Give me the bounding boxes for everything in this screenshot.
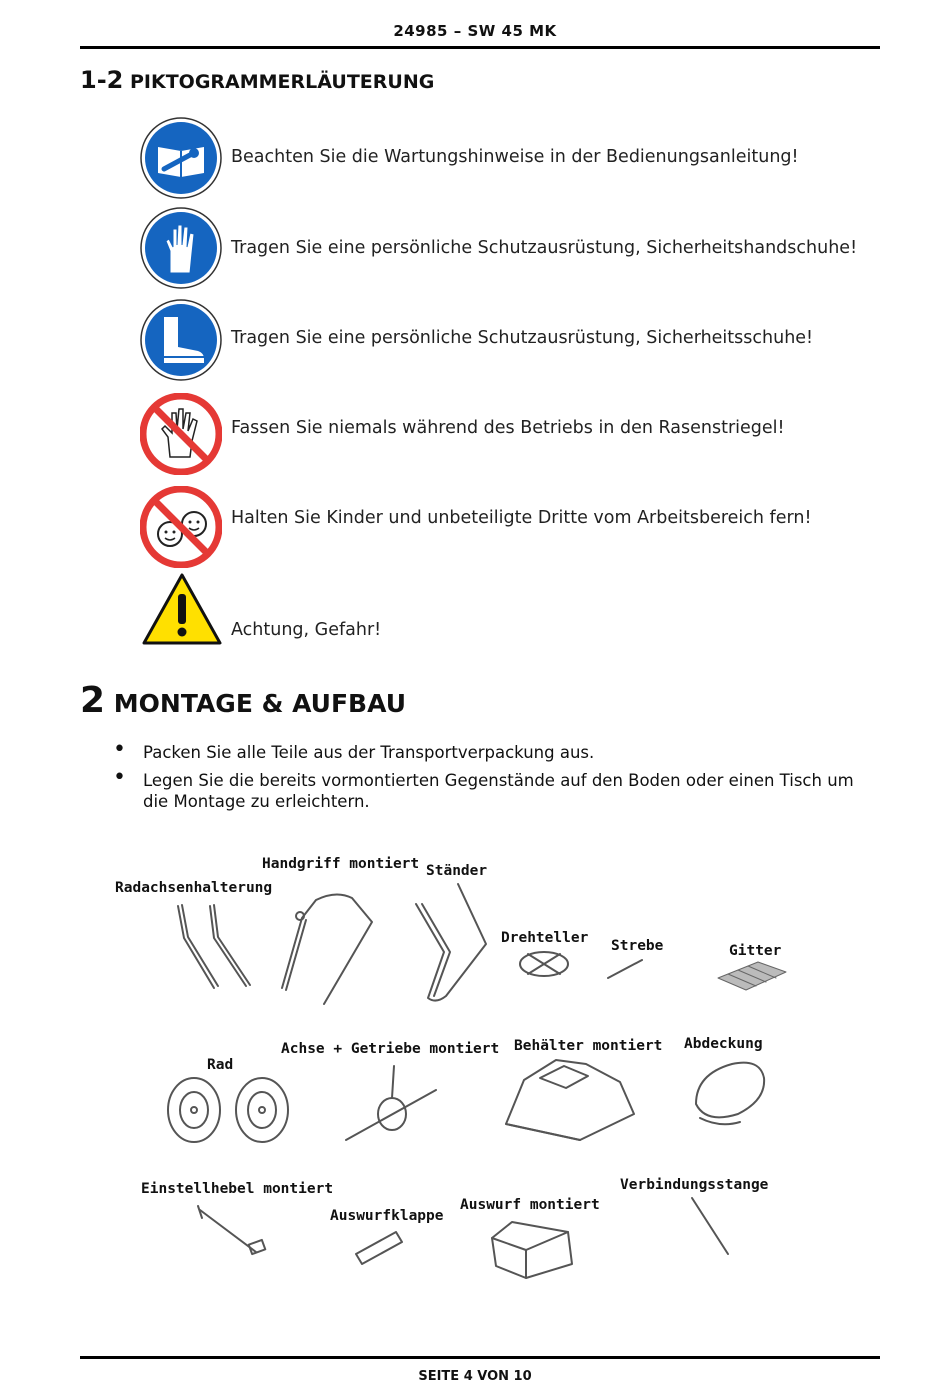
radachsenhalterung-drawing [178,905,250,988]
gitter-drawing [718,962,786,990]
part-label-auswurf: Auswurf montiert [460,1197,600,1213]
auswurfklappe-drawing [356,1232,402,1264]
section-1-title: PIKTOGRAMMERLÄUTERUNG [129,71,435,93]
parts-illustration [140,878,800,1298]
part-label-verbindungsstange: Verbindungsstange [620,1177,769,1193]
document-header-title: 24985 – SW 45 MK [393,22,557,40]
section-1-heading [80,66,434,94]
bullet-text-unpack: Packen Sie alle Teile aus der Transportverpackung aus. [143,743,595,762]
pictogram-text-no-hand: Fassen Sie niemals während des Betriebs in den Rasenstriegel! [231,418,785,438]
staender-drawing [416,884,486,1001]
bullet-text-lay-out: Legen Sie die bereits vormontierten Gegenstände auf den Boden oder einen Tisch um die Montage zu erleichtern. [143,771,854,811]
gloves-icon [140,207,222,289]
header-rule [80,46,880,49]
manual-wrench-icon [140,117,222,199]
section-2-heading [80,680,406,721]
drehteller-drawing [520,952,568,976]
abdeckung-drawing [696,1063,764,1125]
no-children-icon [140,486,222,568]
einstellhebel-drawing [198,1206,265,1254]
behaelter-drawing [506,1060,634,1140]
part-label-abdeckung: Abdeckung [684,1036,763,1052]
pictogram-text-warning: Achtung, Gefahr! [231,620,382,640]
footer-page-number: SEITE 4 VON 10 [418,1369,532,1384]
section-1-number: 1-2 [80,66,124,94]
part-label-auswurfklappe: Auswurfklappe [330,1208,444,1224]
boots-icon [140,299,222,381]
verbindungsstange-drawing [692,1198,728,1254]
rad-drawing [168,1078,288,1142]
section-2-number: 2 [80,680,106,721]
part-label-einstellhebel: Einstellhebel montiert [141,1181,334,1197]
section-2-title: MONTAGE & AUFBAU [113,689,406,718]
part-label-achse: Achse + Getriebe montiert [281,1041,500,1057]
bullet-marker: • [113,765,126,790]
footer-rule [80,1356,880,1359]
part-label-strebe: Strebe [611,938,664,954]
part-label-handgriff: Handgriff montiert [262,856,420,872]
auswurf-drawing [492,1222,572,1278]
part-label-drehteller: Drehteller [501,930,589,946]
pictogram-text-no-children: Halten Sie Kinder und unbeteiligte Dritte vom Arbeitsbereich fern! [231,508,812,528]
part-label-rad: Rad [207,1057,234,1073]
strebe-drawing [608,960,642,978]
achse-drawing [346,1066,436,1140]
handgriff-drawing [282,894,372,1004]
bullet-marker: • [113,737,126,762]
part-label-behaelter: Behälter montiert [514,1038,663,1054]
pictogram-text-gloves: Tragen Sie eine persönliche Schutzausrüstung, Sicherheitshandschuhe! [231,238,858,258]
pictogram-text-boots: Tragen Sie eine persönliche Schutzausrüstung, Sicherheitsschuhe! [231,328,814,348]
warning-icon [141,572,223,646]
pictogram-text-maintenance: Beachten Sie die Wartungshinweise in der Bedienungsanleitung! [231,147,799,167]
part-label-staender: Ständer [426,863,488,879]
no-hand-icon [140,393,222,475]
part-label-radachsenhalterung: Radachsenhalterung [115,880,273,896]
part-label-gitter: Gitter [729,943,782,959]
